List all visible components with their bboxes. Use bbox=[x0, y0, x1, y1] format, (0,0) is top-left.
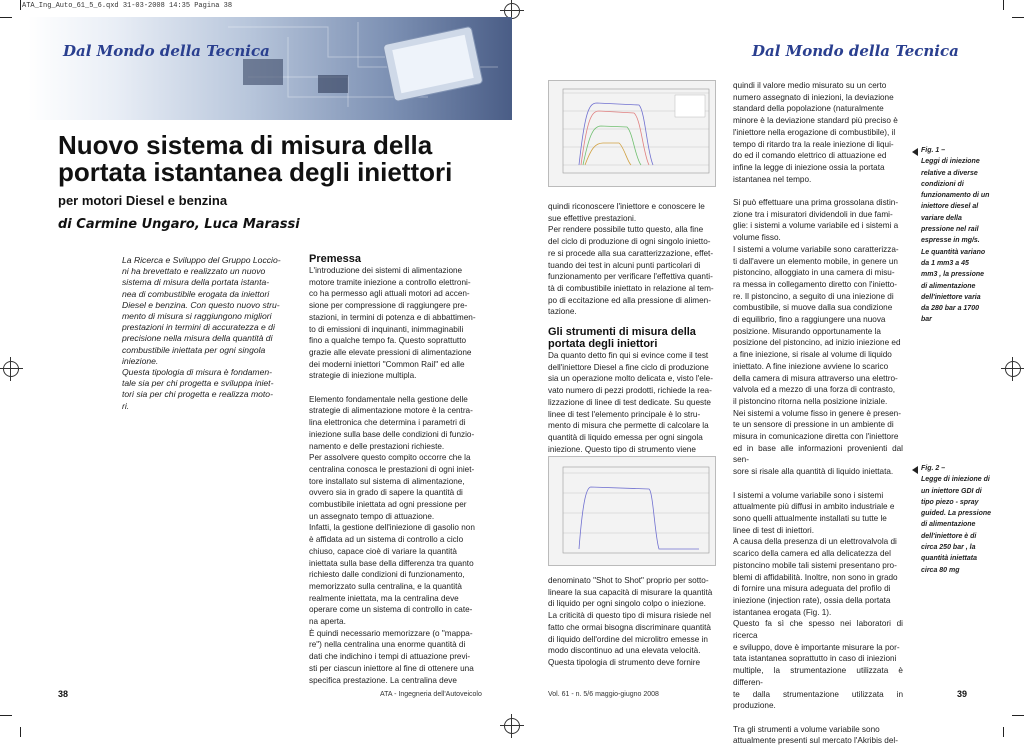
text-line: quindi riconoscere l'iniettore e conoscere le bbox=[548, 202, 705, 211]
text-line: circa 80 mg bbox=[921, 566, 960, 574]
article-intro bbox=[122, 255, 291, 412]
text-line: iniettore diesel al bbox=[921, 203, 979, 211]
text-line: di equilibrio, fino a raggiungere una nuova bbox=[733, 315, 886, 325]
intro-line: precisione nella misura della quantità di bbox=[122, 333, 273, 344]
text-line: re") nella centralina una enorme quantità di bbox=[309, 640, 466, 650]
text-line: to di emissioni di inquinanti, inimmaginabili bbox=[309, 324, 464, 334]
text-column-3-top bbox=[548, 201, 714, 455]
intro-line: sistema di misura della portata istanta- bbox=[122, 277, 270, 288]
text-column-3-bottom bbox=[548, 575, 714, 669]
text-line: Da quanto detto fin qui si evince come il test bbox=[548, 351, 709, 361]
text-line: misura in comunicazione diretta con l'iniettore bbox=[733, 432, 899, 442]
text-line: Per rendere possibile tutto questo, alla fine bbox=[548, 225, 704, 235]
text-line: te dalla strumentazione utilizzata in produzione. bbox=[733, 689, 903, 711]
text-line: espresse in mg/s. bbox=[921, 237, 980, 245]
text-line: di alimentazione bbox=[921, 282, 976, 290]
text-line: dell'iniettore è di bbox=[921, 532, 977, 540]
text-line: sore si risale alla quantità di liquido iniettata. bbox=[733, 467, 894, 477]
text-line: dati che indichino i tempi di attuazione previ- bbox=[309, 652, 471, 662]
text-line: iniezione sulla base delle condizioni di funzio- bbox=[309, 429, 475, 439]
text-line: attualmente presenti sul mercato l'Akribis del- bbox=[733, 736, 898, 746]
text-line: ra messa in collegamento diretto con l'inietto- bbox=[733, 279, 898, 289]
text-line: Leggi di iniezione bbox=[921, 158, 980, 166]
text-line: Elemento fondamentale nella gestione delle bbox=[309, 394, 468, 404]
text-line: è affidata ad un sistema di controllo a ciclo bbox=[309, 535, 464, 545]
text-line: na aperta. bbox=[309, 617, 346, 627]
text-line: di fornire una misura adeguata del profilo di bbox=[733, 584, 891, 594]
figure-2-caption bbox=[921, 463, 996, 576]
text-column-4 bbox=[733, 80, 903, 747]
text-line: zione tra i misuratori dividendoli in due fami- bbox=[733, 209, 893, 219]
caption-arrow-icon bbox=[912, 466, 918, 474]
text-line: stazioni, in termini di potenza e di abbattimen- bbox=[309, 312, 476, 322]
text-line: volume fisso. bbox=[733, 233, 781, 243]
text-line: specifica prestazione. La centralina deve bbox=[309, 675, 457, 685]
text-line: sti per ciascun iniettore al fine di ottenere una bbox=[309, 663, 474, 673]
crop-mark bbox=[20, 0, 21, 10]
paragraph-gap bbox=[733, 185, 903, 197]
page-number-left: 38 bbox=[58, 689, 69, 699]
text-line: grazie alle elevate pressioni di alimentazione bbox=[309, 347, 472, 357]
text-line: standard della popolazione (naturalmente bbox=[733, 104, 884, 114]
text-line: te un sensore di pressione in un ambiente di bbox=[733, 420, 894, 430]
text-line: iniezione. Questo tipo di strumento viene bbox=[548, 444, 696, 454]
text-line: tazione. bbox=[548, 307, 577, 317]
text-line: L'introduzione dei sistemi di alimentazione bbox=[309, 266, 463, 275]
intro-line: mento di misura si raggiungono migliori bbox=[122, 311, 272, 322]
file-slug: ATA_Ing_Auto_61_5_6.qxd 31-03-2008 14:35 Pagina 38 bbox=[22, 2, 233, 10]
intro-line: ni ha brevettato e realizzato un nuovo bbox=[122, 266, 266, 277]
crop-mark bbox=[1003, 0, 1004, 10]
caption-arrow-icon bbox=[912, 148, 918, 156]
text-line: funzionamento per verificare l'effettiva quanti- bbox=[548, 272, 713, 282]
text-line: tà di combustibile iniettato in relazione al tem- bbox=[548, 283, 714, 293]
text-line: e sviluppo, dove è importante misurare la por- bbox=[733, 642, 900, 652]
text-line: combustibile, si muove dalla sua condizione bbox=[733, 303, 893, 313]
text-line: centralina conosca le prestazioni di ogni iniet- bbox=[309, 464, 475, 474]
text-line: circa 250 bar , la bbox=[921, 544, 976, 552]
text-line: della camera di misura attraverso una elettro- bbox=[733, 373, 898, 383]
paragraph-gap bbox=[733, 712, 903, 724]
section-label-left: Dal Mondo della Tecnica bbox=[63, 42, 270, 60]
text-line: tempo di ritardo tra la reale iniezione di liqui- bbox=[733, 139, 894, 149]
text-line: ovvero sia in grado di sapere la quantità di bbox=[309, 488, 463, 498]
text-line: iniettata sulla base della differenza tra quanto bbox=[309, 558, 474, 568]
text-line: condizioni di bbox=[921, 180, 964, 188]
text-line: A causa della presenza di un elettrovalvola di bbox=[733, 537, 897, 547]
text-line: do ed il comando elettrico di attuazione ed bbox=[733, 151, 887, 161]
text-line: blemi di affidabilità. Inoltre, non sono in grado bbox=[733, 572, 898, 582]
text-line: quindi il valore medio misurato su un certo bbox=[733, 81, 887, 90]
text-line: sono quelli attualmente installati su tutte le bbox=[733, 513, 887, 523]
text-line: istantanea erogata (Fig. 1). bbox=[733, 607, 832, 617]
intro-line: iniezione. bbox=[122, 355, 159, 366]
intro-line: La Ricerca e Sviluppo del Gruppo Loccio- bbox=[122, 255, 281, 265]
text-line: un assegnato tempo di attuazione. bbox=[309, 511, 435, 521]
intro-line: combustibile iniettata per ogni singola bbox=[122, 344, 266, 355]
figure-1-caption bbox=[921, 145, 996, 326]
registration-mark-icon bbox=[3, 361, 19, 377]
text-line: l'iniettore nella erogazione di combustibile), il bbox=[733, 127, 896, 137]
text-line: linee di test l'elemento principale è lo stru- bbox=[548, 409, 701, 419]
section-heading: Gli strumenti di misura della bbox=[548, 326, 696, 339]
text-line: mento di misura che permette di calcolare la bbox=[548, 421, 709, 431]
text-line: Legge di iniezione di bbox=[921, 476, 990, 484]
article-authors: di Carmine Ungaro, Luca Marassi bbox=[58, 217, 300, 232]
registration-mark-icon bbox=[1005, 361, 1021, 377]
text-line: strategie di alimentazione motore è la centra- bbox=[309, 406, 473, 416]
text-line: sue effettive prestazioni. bbox=[548, 213, 637, 223]
text-line: lizzazione di linee di test dedicate. Su queste bbox=[548, 397, 711, 407]
crop-mark bbox=[1012, 715, 1024, 716]
text-line: iniettato. A fine iniezione avviene lo scarico bbox=[733, 361, 889, 371]
text-line: di alimentazione bbox=[921, 521, 976, 529]
crop-mark bbox=[0, 715, 12, 716]
text-line: Infatti, la gestione dell'iniezione di gasolio non bbox=[309, 523, 475, 533]
text-column-2 bbox=[309, 253, 478, 686]
intro-line: nea di combustibile erogata da iniettori bbox=[122, 288, 270, 299]
text-line: dell'iniettore Diesel a fine ciclo di produzione bbox=[548, 362, 709, 372]
intro-line: tale sia per chi progetta e sviluppa iniet- bbox=[122, 378, 274, 389]
text-line: variare della bbox=[921, 214, 962, 222]
text-line: pistoncino mobile tali sistemi presentano pro- bbox=[733, 560, 897, 570]
intro-line: Diesel e benzina. Con questo nuovo stru- bbox=[122, 299, 280, 310]
article-subheadline: per motori Diesel e benzina bbox=[58, 193, 228, 208]
text-line: di liquido dell'ordine del microlitro emesse in bbox=[548, 634, 708, 644]
text-line: da 1 mm3 a 45 bbox=[921, 259, 969, 267]
text-line: istantanea nel tempo. bbox=[733, 174, 812, 184]
text-line: multiple, la strumentazione utilizzata è differen- bbox=[733, 666, 903, 687]
text-line: scarico della camera ed alla delicatezza del bbox=[733, 549, 891, 559]
text-line: co ha permesso agli attuali motori ad accen- bbox=[309, 289, 470, 299]
text-line: strategie di iniezione multipla. bbox=[309, 371, 417, 381]
text-line: minore è la deviazione standard più preciso è bbox=[733, 116, 898, 126]
text-line: motore tramite iniezione a controllo elettroni- bbox=[309, 277, 471, 287]
intro-line: Questa tipologia di misura è fondamen- bbox=[122, 367, 272, 378]
text-line: fino a qualche tempo fa. Questo soprattutto bbox=[309, 336, 467, 346]
text-line: numero assegnato di iniezioni, la deviazione bbox=[733, 92, 894, 102]
text-line: ti dall'avere un elemento mobile, in genere un bbox=[733, 256, 898, 266]
text-line: sione per compressione di raggiungere pre- bbox=[309, 301, 468, 311]
text-line: memorizzato sulla centralina, e la quantità bbox=[309, 581, 462, 591]
crop-mark bbox=[20, 727, 21, 737]
text-line: Le quantità variano bbox=[921, 248, 986, 256]
text-line: di liquido per ogni singolo colpo o iniezione. bbox=[548, 599, 706, 609]
figure-1-chart bbox=[548, 80, 714, 185]
paragraph-gap bbox=[733, 478, 903, 490]
text-line: posizione. Misurando opportunamente la bbox=[733, 326, 881, 336]
headline-line: Nuovo sistema di misura della bbox=[58, 130, 433, 160]
text-line: vato numero di pezzi prodotti, richiede la rea- bbox=[548, 386, 712, 396]
text-line: fatto che ormai bisogna discriminare quantità bbox=[548, 622, 711, 632]
footer-issue: Vol. 61 - n. 5/6 maggio-giugno 2008 bbox=[548, 691, 659, 698]
text-line: tipo piezo - spray bbox=[921, 498, 979, 506]
text-line: Questo fa sì che spesso nei laboratori di ricerca bbox=[733, 619, 903, 641]
text-line: La criticità di questo tipo di misura risiede nel bbox=[548, 611, 711, 621]
crop-mark bbox=[1012, 17, 1024, 18]
text-line: Fig. 2 – bbox=[921, 465, 946, 472]
text-line: da 280 bar a 1700 bbox=[921, 305, 979, 313]
text-line: mm3 , la pressione bbox=[921, 271, 985, 279]
text-line: Questa tipologia di strumento deve fornire bbox=[548, 657, 701, 667]
registration-mark-icon bbox=[504, 718, 520, 734]
text-line: del ciclo di produzione di ogni singolo inietto- bbox=[548, 237, 711, 247]
page-number-right: 39 bbox=[957, 689, 968, 699]
text-line: chiuso, capace cioè di variare la quantità bbox=[309, 546, 457, 556]
text-line: bar bbox=[921, 316, 932, 324]
paragraph-gap bbox=[309, 382, 478, 394]
figure-2-chart bbox=[548, 456, 714, 564]
text-line: quantità di liquido emessa per ogni singola bbox=[548, 432, 703, 442]
text-line: pressione nel rail bbox=[921, 226, 979, 234]
text-line: combustibile iniettata ad ogni pressione per bbox=[309, 500, 467, 510]
text-line: lina elettronica che determina i parametri di bbox=[309, 418, 466, 428]
text-line: dei moderni iniettori "Common Rail" ed alle bbox=[309, 359, 465, 369]
intro-line: ri. bbox=[122, 400, 130, 411]
text-line: sia un operazione molto delicata e, visto l'ele- bbox=[548, 374, 713, 384]
text-line: guided. La pressione bbox=[921, 510, 992, 518]
text-line: operare come un sistema di controllo in cate- bbox=[309, 605, 473, 615]
text-line: namento e delle prestazioni richieste. bbox=[309, 441, 445, 451]
text-line: dell'iniettore varia bbox=[921, 293, 981, 301]
text-line: valvola ed a mezzo di una forza di contrasto, bbox=[733, 385, 896, 395]
text-line: glie: i sistemi a volume variabile ed i sistemi a bbox=[733, 221, 899, 231]
article-headline bbox=[58, 132, 498, 186]
section-heading: Premessa bbox=[309, 253, 361, 265]
crop-mark bbox=[1003, 727, 1004, 737]
headline-line: portata istantanea degli iniettori bbox=[58, 157, 453, 187]
text-line: denominato "Shot to Shot" proprio per sotto- bbox=[548, 576, 709, 585]
text-line: iniezione (injection rate), ossia della portata bbox=[733, 595, 891, 605]
text-line: ed in base alle informazioni provenienti dal sen- bbox=[733, 443, 903, 465]
text-line: È quindi necessario memorizzare (o "mappa- bbox=[309, 628, 473, 638]
text-line: posizione del pistoncino, ad inizio iniezione ed bbox=[733, 338, 901, 348]
text-line: un iniettore GDI di bbox=[921, 487, 982, 495]
text-line: relative a diverse bbox=[921, 169, 978, 177]
text-line: Nei sistemi a volume fisso in genere è presen- bbox=[733, 408, 901, 418]
text-line: tore installato sul sistema di alimentazione, bbox=[309, 476, 465, 486]
text-line: re. Il pistoncino, a seguito di una iniezione di bbox=[733, 291, 894, 301]
text-line: richiesto dalle condizioni di funzionamento, bbox=[309, 570, 465, 580]
intro-line: prestazioni in termini di accuratezza e di bbox=[122, 322, 275, 333]
text-line: modo discontinuo ad una elevata velocità. bbox=[548, 646, 701, 656]
text-line: a fine iniezione, si risale al volume di liquido bbox=[733, 350, 892, 360]
text-line: pistoncino, alloggiato in una camera di misu- bbox=[733, 268, 895, 278]
text-line: Per assolvere questo compito occorre che la bbox=[309, 453, 471, 463]
text-line: funzionamento di un bbox=[921, 192, 990, 200]
footer-publication: ATA - Ingegneria dell'Autoveicolo bbox=[380, 691, 482, 698]
text-line: Fig. 1 – bbox=[921, 147, 946, 154]
circuit-board-illustration bbox=[28, 17, 512, 120]
text-line: Si può effettuare una prima grossolana distin- bbox=[733, 198, 899, 208]
section-heading: portata degli iniettori bbox=[548, 338, 658, 351]
section-label-right: Dal Mondo della Tecnica bbox=[752, 42, 959, 60]
text-line: il pistoncino ritorna nella posizione iniziale. bbox=[733, 396, 888, 406]
crop-mark bbox=[0, 17, 12, 18]
text-line: po di eccitazione ed alla pressione di alimen- bbox=[548, 295, 711, 305]
text-line: Tra gli strumenti a volume variabile sono bbox=[733, 724, 880, 734]
text-line: linee di test di iniettori. bbox=[733, 525, 815, 535]
text-line: tuando dei test in alcuni punti particolari di bbox=[548, 260, 701, 270]
text-line: I sistemi a volume variabile sono caratterizza- bbox=[733, 244, 899, 254]
header-banner-image bbox=[28, 17, 512, 120]
text-line: quantità iniettata bbox=[921, 555, 978, 563]
text-line: realmente iniettata, ma la centralina deve bbox=[309, 593, 459, 603]
text-line: re si procede alla sua caratterizzazione, effet- bbox=[548, 248, 714, 258]
text-line: infine la legge di iniezione ossia la portata bbox=[733, 162, 885, 172]
text-line: lineare la sua capacità di misurare la quantità bbox=[548, 587, 713, 597]
text-line: I sistemi a volume variabile sono i sistemi bbox=[733, 490, 884, 500]
text-line: tata istantanea soprattutto in caso di iniezioni bbox=[733, 654, 897, 664]
text-line: attualmente più diffusi in ambito industriale e bbox=[733, 502, 895, 512]
intro-line: tori sia per chi progetta e realizza moto- bbox=[122, 389, 273, 400]
